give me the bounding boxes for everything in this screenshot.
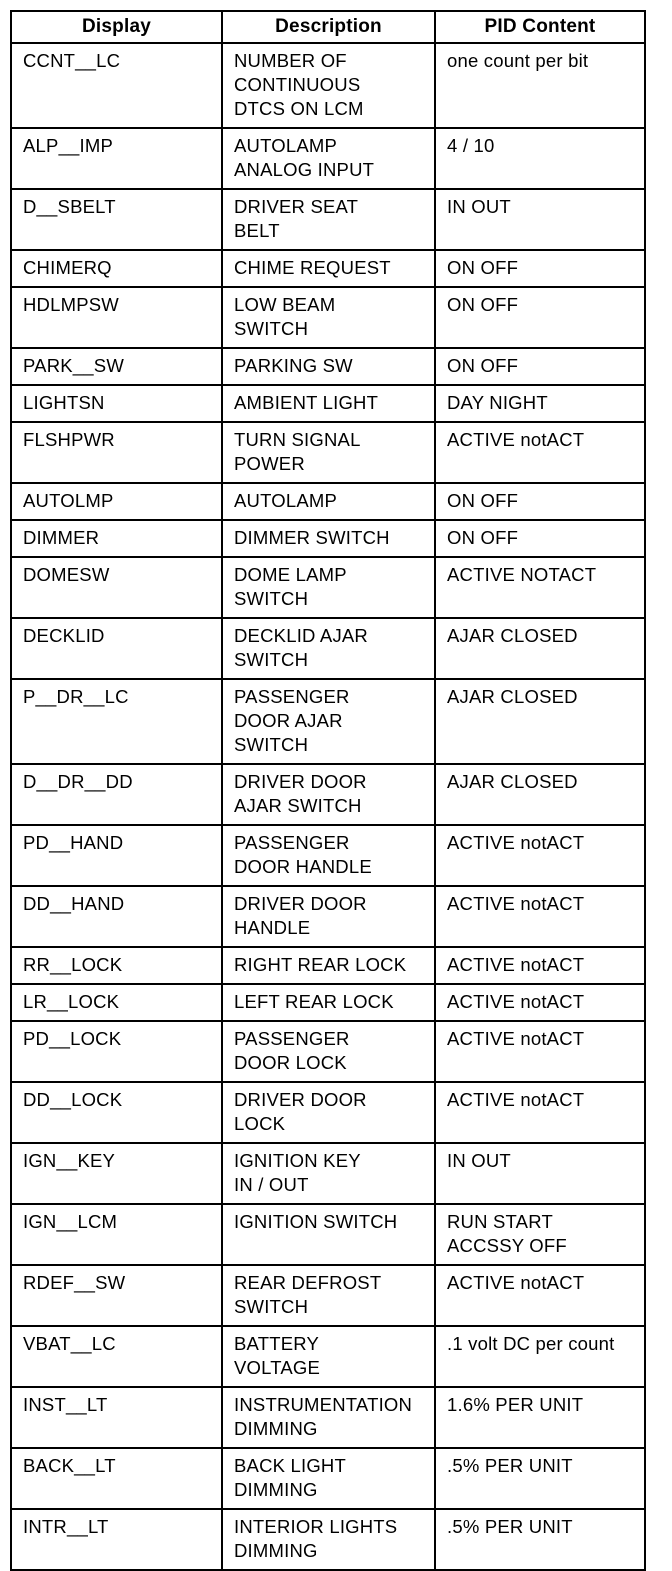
header-description: Description xyxy=(222,11,435,43)
pid-content-cell: .5% PER UNIT xyxy=(435,1509,645,1570)
table-row xyxy=(11,1204,645,1265)
pid-content-cell: AJAR CLOSED xyxy=(435,679,645,764)
display-cell: HDLMPSW xyxy=(11,287,222,348)
pid-content-cell: ON OFF xyxy=(435,520,645,557)
display-cell: RR__LOCK xyxy=(11,947,222,984)
pid-content-cell: ACTIVE notACT xyxy=(435,422,645,483)
pid-content-cell: one count per bit xyxy=(435,43,645,128)
display-cell: DD__LOCK xyxy=(11,1082,222,1143)
pid-content-cell: ACTIVE notACT xyxy=(435,1082,645,1143)
header-pid-content: PID Content xyxy=(435,11,645,43)
pid-content-cell: AJAR CLOSED xyxy=(435,618,645,679)
pid-content-cell: 1.6% PER UNIT xyxy=(435,1387,645,1448)
description-cell: DRIVER SEAT BELT xyxy=(222,189,435,250)
table-row xyxy=(11,1509,645,1570)
table-row xyxy=(11,1021,645,1082)
table-row xyxy=(11,764,645,825)
pid-table xyxy=(10,10,646,1571)
description-cell: BACK LIGHT DIMMING xyxy=(222,1448,435,1509)
display-cell: PD__HAND xyxy=(11,825,222,886)
display-cell: CHIMERQ xyxy=(11,250,222,287)
description-cell: DIMMER SWITCH xyxy=(222,520,435,557)
description-cell: DRIVER DOOR LOCK xyxy=(222,1082,435,1143)
table-row xyxy=(11,250,645,287)
description-cell: INSTRUMENTATION DIMMING xyxy=(222,1387,435,1448)
description-cell: PASSENGER DOOR AJAR SWITCH xyxy=(222,679,435,764)
table-body xyxy=(11,43,645,1570)
table-row xyxy=(11,1082,645,1143)
display-cell: ALP__IMP xyxy=(11,128,222,189)
description-cell: AUTOLAMP xyxy=(222,483,435,520)
table-row xyxy=(11,422,645,483)
description-cell: DRIVER DOOR AJAR SWITCH xyxy=(222,764,435,825)
table-row xyxy=(11,984,645,1021)
table-row xyxy=(11,483,645,520)
display-cell: DIMMER xyxy=(11,520,222,557)
pid-content-cell: ACTIVE notACT xyxy=(435,947,645,984)
table-row xyxy=(11,1143,645,1204)
pid-content-cell: AJAR CLOSED xyxy=(435,764,645,825)
display-cell: IGN__LCM xyxy=(11,1204,222,1265)
description-cell: RIGHT REAR LOCK xyxy=(222,947,435,984)
display-cell: IGN__KEY xyxy=(11,1143,222,1204)
display-cell: P__DR__LC xyxy=(11,679,222,764)
table-row xyxy=(11,520,645,557)
table-row xyxy=(11,189,645,250)
description-cell: DECKLID AJAR SWITCH xyxy=(222,618,435,679)
display-cell: DOMESW xyxy=(11,557,222,618)
table-row xyxy=(11,1326,645,1387)
display-cell: INST__LT xyxy=(11,1387,222,1448)
description-cell: AUTOLAMP ANALOG INPUT xyxy=(222,128,435,189)
pid-content-cell: ON OFF xyxy=(435,483,645,520)
display-cell: VBAT__LC xyxy=(11,1326,222,1387)
table-row xyxy=(11,618,645,679)
display-cell: LR__LOCK xyxy=(11,984,222,1021)
description-cell: TURN SIGNAL POWER xyxy=(222,422,435,483)
pid-content-cell: DAY NIGHT xyxy=(435,385,645,422)
display-cell: PARK__SW xyxy=(11,348,222,385)
pid-content-cell: ON OFF xyxy=(435,348,645,385)
table-row xyxy=(11,679,645,764)
description-cell: PASSENGER DOOR HANDLE xyxy=(222,825,435,886)
description-cell: IGNITION KEY IN / OUT xyxy=(222,1143,435,1204)
pid-content-cell: ACTIVE NOTACT xyxy=(435,557,645,618)
pid-content-cell: IN OUT xyxy=(435,189,645,250)
display-cell: AUTOLMP xyxy=(11,483,222,520)
table-row xyxy=(11,287,645,348)
header-display: Display xyxy=(11,11,222,43)
table-row xyxy=(11,385,645,422)
pid-content-cell: .1 volt DC per count xyxy=(435,1326,645,1387)
display-cell: D__DR__DD xyxy=(11,764,222,825)
table-row xyxy=(11,128,645,189)
display-cell: LIGHTSN xyxy=(11,385,222,422)
description-cell: AMBIENT LIGHT xyxy=(222,385,435,422)
display-cell: FLSHPWR xyxy=(11,422,222,483)
pid-content-cell: 4 / 10 xyxy=(435,128,645,189)
display-cell: BACK__LT xyxy=(11,1448,222,1509)
table-row xyxy=(11,1448,645,1509)
pid-content-cell: RUN START ACCSSY OFF xyxy=(435,1204,645,1265)
display-cell: DECKLID xyxy=(11,618,222,679)
description-cell: LEFT REAR LOCK xyxy=(222,984,435,1021)
table-row xyxy=(11,947,645,984)
description-cell: REAR DEFROST SWITCH xyxy=(222,1265,435,1326)
display-cell: RDEF__SW xyxy=(11,1265,222,1326)
description-cell: CHIME REQUEST xyxy=(222,250,435,287)
display-cell: D__SBELT xyxy=(11,189,222,250)
table-header xyxy=(11,11,645,43)
description-cell: INTERIOR LIGHTS DIMMING xyxy=(222,1509,435,1570)
pid-content-cell: IN OUT xyxy=(435,1143,645,1204)
display-cell: DD__HAND xyxy=(11,886,222,947)
description-cell: DRIVER DOOR HANDLE xyxy=(222,886,435,947)
display-cell: CCNT__LC xyxy=(11,43,222,128)
table-row xyxy=(11,1265,645,1326)
display-cell: INTR__LT xyxy=(11,1509,222,1570)
description-cell: PASSENGER DOOR LOCK xyxy=(222,1021,435,1082)
pid-content-cell: ACTIVE notACT xyxy=(435,1265,645,1326)
table-row xyxy=(11,825,645,886)
table-row xyxy=(11,348,645,385)
header-row xyxy=(11,11,645,43)
description-cell: LOW BEAM SWITCH xyxy=(222,287,435,348)
pid-content-cell: ON OFF xyxy=(435,250,645,287)
table-row xyxy=(11,557,645,618)
table-row xyxy=(11,886,645,947)
description-cell: PARKING SW xyxy=(222,348,435,385)
description-cell: IGNITION SWITCH xyxy=(222,1204,435,1265)
pid-content-cell: .5% PER UNIT xyxy=(435,1448,645,1509)
table-row xyxy=(11,1387,645,1448)
table-row xyxy=(11,43,645,128)
description-cell: DOME LAMP SWITCH xyxy=(222,557,435,618)
pid-content-cell: ACTIVE notACT xyxy=(435,886,645,947)
pid-content-cell: ACTIVE notACT xyxy=(435,825,645,886)
display-cell: PD__LOCK xyxy=(11,1021,222,1082)
description-cell: NUMBER OF CONTINUOUS DTCS ON LCM xyxy=(222,43,435,128)
pid-content-cell: ACTIVE notACT xyxy=(435,984,645,1021)
pid-content-cell: ON OFF xyxy=(435,287,645,348)
description-cell: BATTERY VOLTAGE xyxy=(222,1326,435,1387)
pid-content-cell: ACTIVE notACT xyxy=(435,1021,645,1082)
